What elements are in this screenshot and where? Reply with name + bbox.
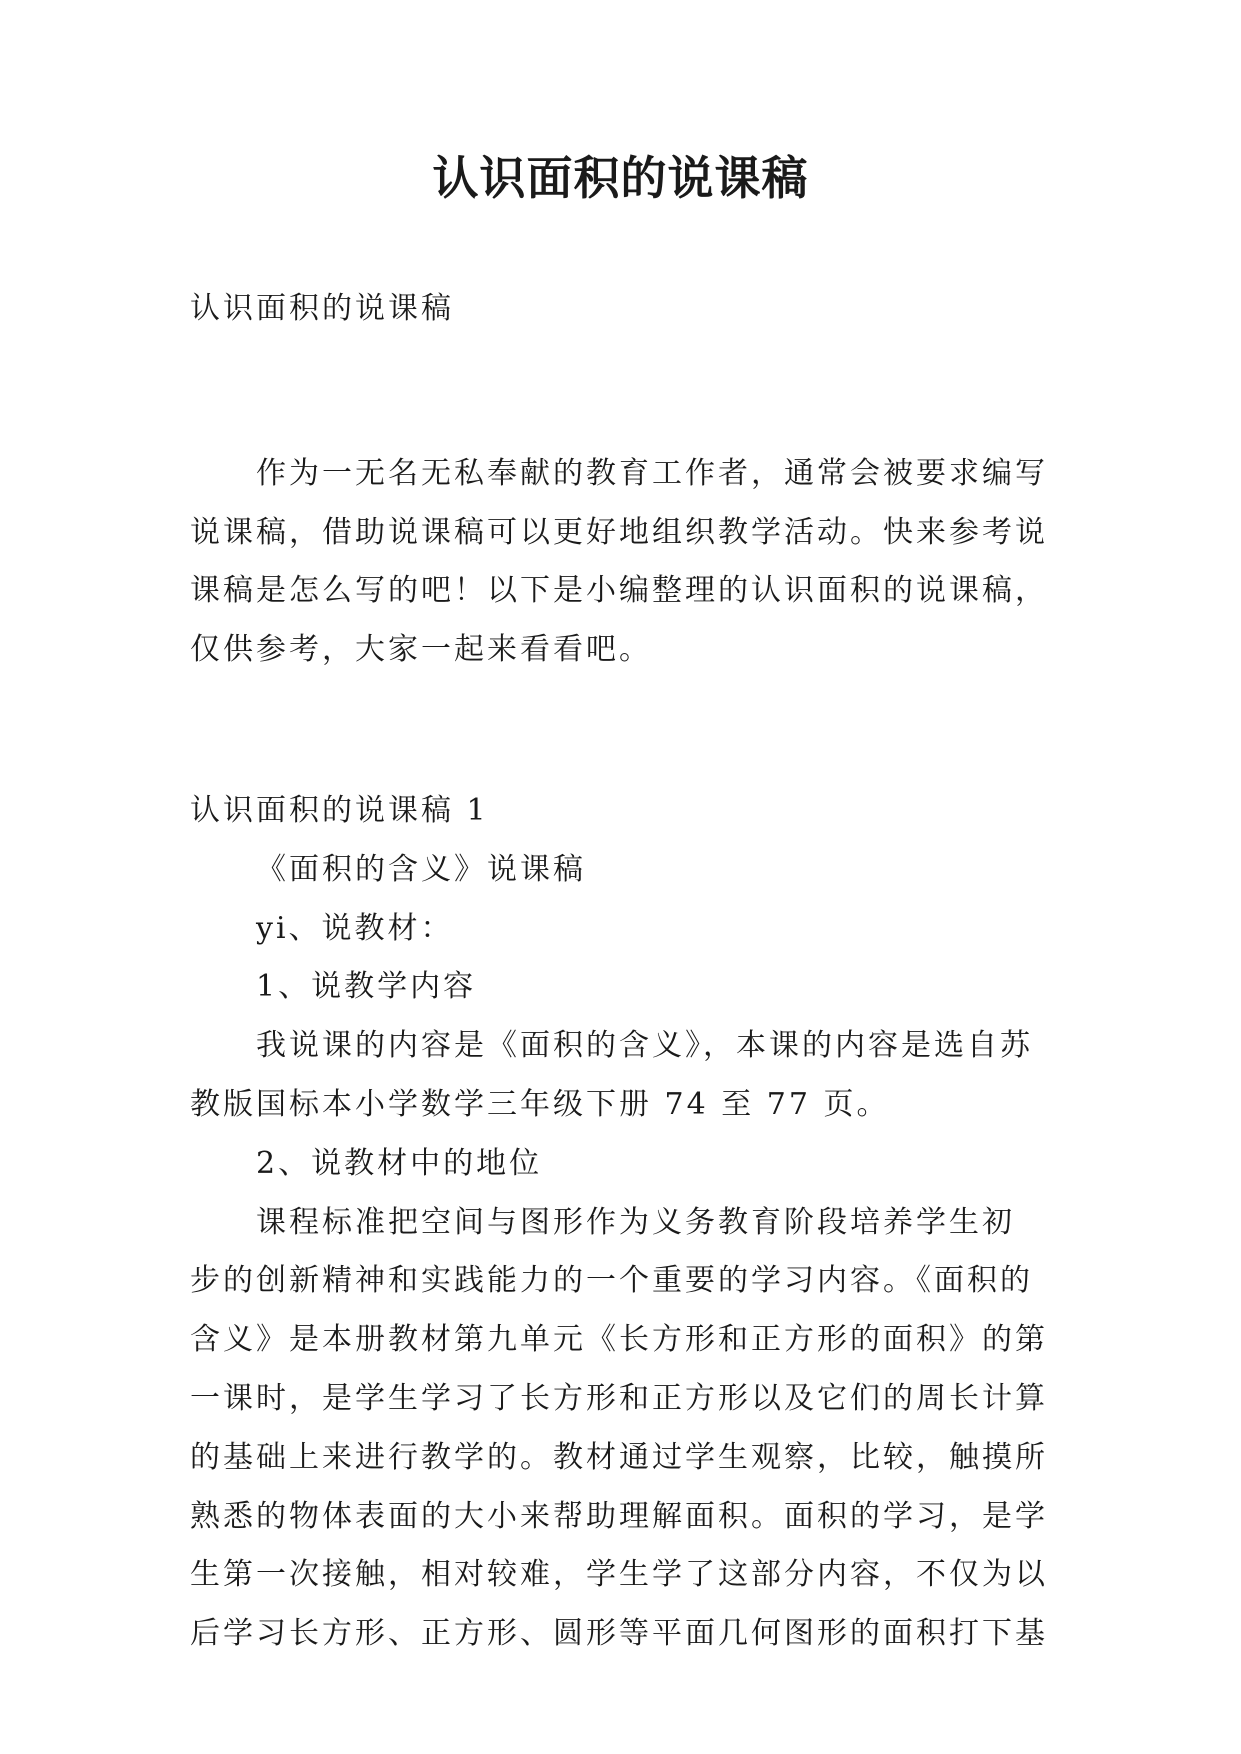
- paragraph-line: 一课时，是学生学习了长方形和正方形以及它们的周长计算: [190, 1380, 1048, 1416]
- paragraph-line: 的基础上来进行教学的。教材通过学生观察，比较，触摸所: [190, 1439, 1048, 1475]
- lesson-title: 《面积的含义》说课稿: [256, 851, 586, 887]
- document-body: [190, 280, 1054, 1664]
- paragraph-line: 课稿是怎么写的吧！以下是小编整理的认识面积的说课稿，: [190, 573, 1048, 609]
- item-two-paragraph: [190, 1194, 1054, 1664]
- paragraph-line: 熟悉的物体表面的大小来帮助理解面积。面积的学习，是学: [190, 1498, 1048, 1534]
- paragraph-line: 生第一次接触，相对较难，学生学了这部分内容，不仅为以: [190, 1557, 1048, 1593]
- intro-paragraph: [190, 445, 1054, 680]
- paragraph-line: 课程标准把空间与图形作为义务教育阶段培养学生初: [256, 1204, 1015, 1240]
- paragraph-line: 教版国标本小学数学三年级下册 74 至 77 页。: [190, 1086, 890, 1122]
- paragraph-line: 含义》是本册教材第九单元《长方形和正方形的面积》的第: [190, 1322, 1048, 1358]
- item-heading: 1、说教学内容: [256, 969, 477, 1005]
- spacer: [190, 680, 1054, 782]
- paragraph-line: 作为一无名无私奉献的教育工作者，通常会被要求编写: [256, 455, 1048, 491]
- paragraph-line: 后学习长方形、正方形、圆形等平面几何图形的面积打下基: [190, 1616, 1048, 1652]
- section-heading: 认识面积的说课稿 1: [190, 792, 489, 828]
- paragraph-line: 步的创新精神和实践能力的一个重要的学习内容。《面积的: [190, 1263, 1033, 1299]
- document-subtitle: 认识面积的说课稿: [190, 291, 454, 326]
- part-heading: yi、说教材：: [256, 910, 454, 946]
- document-title: 认识面积的说课稿: [432, 151, 809, 205]
- item-heading: 2、说教材中的地位: [256, 1145, 543, 1181]
- spacer: [190, 339, 1054, 445]
- paragraph-line: 仅供参考，大家一起来看看吧。: [190, 632, 652, 668]
- item-one-paragraph: [190, 1017, 1054, 1135]
- paragraph-line: 说课稿，借助说课稿可以更好地组织教学活动。快来参考说: [190, 514, 1048, 550]
- paragraph-line: 我说课的内容是《面积的含义》，本课的内容是选自苏: [256, 1028, 1033, 1064]
